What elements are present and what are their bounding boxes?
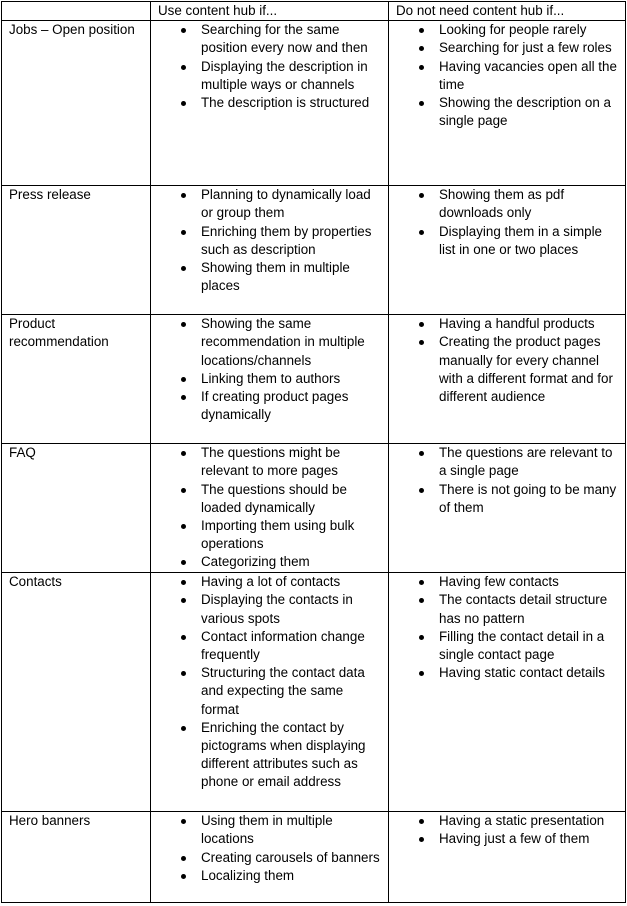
list-item: There is not going to be many of them <box>439 481 619 517</box>
table-row <box>2 315 626 444</box>
table-row <box>2 21 626 186</box>
list-item: Having vacancies open all the time <box>439 58 619 94</box>
not-need-list <box>396 186 619 259</box>
list-item: Searching for the same position every now and then <box>201 21 382 57</box>
list-item: The description is structured <box>201 94 382 112</box>
list-item: Displaying the contacts in various spots <box>201 591 382 627</box>
list-item: Contact information change frequently <box>201 628 382 664</box>
row-label: Hero banners <box>2 812 151 903</box>
list-item: If creating product pages dynamically <box>201 388 382 424</box>
list-item: Using them in multiple locations <box>201 812 382 848</box>
use-cell <box>151 315 389 444</box>
list-item: The questions might be relevant to more pages <box>201 444 382 480</box>
list-item: Showing them as pdf downloads only <box>439 186 619 222</box>
content-hub-table <box>1 1 626 903</box>
table-row <box>2 812 626 903</box>
list-item: Showing the description on a single page <box>439 94 619 130</box>
use-list <box>158 186 382 295</box>
list-item: The questions should be loaded dynamically <box>201 481 382 517</box>
table-row <box>2 186 626 315</box>
header-empty <box>2 2 151 21</box>
use-list <box>158 21 382 112</box>
list-item: Displaying them in a simple list in one or two places <box>439 223 619 259</box>
list-item: Having a handful products <box>439 315 619 333</box>
row-label: Jobs – Open position <box>2 21 151 186</box>
not-need-list <box>396 444 619 517</box>
list-item: Searching for just a few roles <box>439 39 619 57</box>
table-row <box>2 573 626 812</box>
list-item: Showing them in multiple places <box>201 259 382 295</box>
not-need-cell <box>389 21 626 186</box>
use-list <box>158 812 382 885</box>
not-need-list <box>396 573 619 682</box>
header-use-content-hub: Use content hub if... <box>151 2 389 21</box>
header-no-content-hub: Do not need content hub if... <box>389 2 626 21</box>
list-item: Enriching the contact by pictograms when displaying different attributes such as phone or email address <box>201 719 382 792</box>
list-item: Having few contacts <box>439 573 619 591</box>
list-item: Showing the same recommendation in multiple locations/channels <box>201 315 382 370</box>
not-need-cell <box>389 812 626 903</box>
list-item: Looking for people rarely <box>439 21 619 39</box>
list-item: Filling the contact detail in a single contact page <box>439 628 619 664</box>
list-item: The questions are relevant to a single page <box>439 444 619 480</box>
not-need-list <box>396 21 619 130</box>
use-cell <box>151 573 389 812</box>
list-item: Planning to dynamically load or group them <box>201 186 382 222</box>
list-item: Creating carousels of banners <box>201 849 382 867</box>
list-item: Linking them to authors <box>201 370 382 388</box>
list-item: Localizing them <box>201 867 382 885</box>
list-item: Categorizing them <box>201 553 382 571</box>
row-label: FAQ <box>2 444 151 573</box>
row-label: Press release <box>2 186 151 315</box>
list-item: Having a static presentation <box>439 812 619 830</box>
not-need-cell <box>389 444 626 573</box>
not-need-cell <box>389 186 626 315</box>
list-item: Having static contact details <box>439 664 619 682</box>
row-label: Contacts <box>2 573 151 812</box>
use-list <box>158 573 382 791</box>
list-item: Having just a few of them <box>439 830 619 848</box>
use-cell <box>151 186 389 315</box>
use-list <box>158 315 382 424</box>
list-item: Having a lot of contacts <box>201 573 382 591</box>
use-cell <box>151 21 389 186</box>
not-need-list <box>396 315 619 406</box>
list-item: Structuring the contact data and expecting the same format <box>201 664 382 719</box>
header-row <box>2 2 626 21</box>
use-list <box>158 444 382 571</box>
list-item: Enriching them by properties such as description <box>201 223 382 259</box>
not-need-list <box>396 812 619 848</box>
list-item: Displaying the description in multiple ways or channels <box>201 58 382 94</box>
list-item: Importing them using bulk operations <box>201 517 382 553</box>
not-need-cell <box>389 573 626 812</box>
use-cell <box>151 812 389 903</box>
table-row <box>2 444 626 573</box>
row-label: Product recommendation <box>2 315 151 444</box>
use-cell <box>151 444 389 573</box>
not-need-cell <box>389 315 626 444</box>
list-item: The contacts detail structure has no pattern <box>439 591 619 627</box>
list-item: Creating the product pages manually for every channel with a different format and for different audience <box>439 333 619 406</box>
